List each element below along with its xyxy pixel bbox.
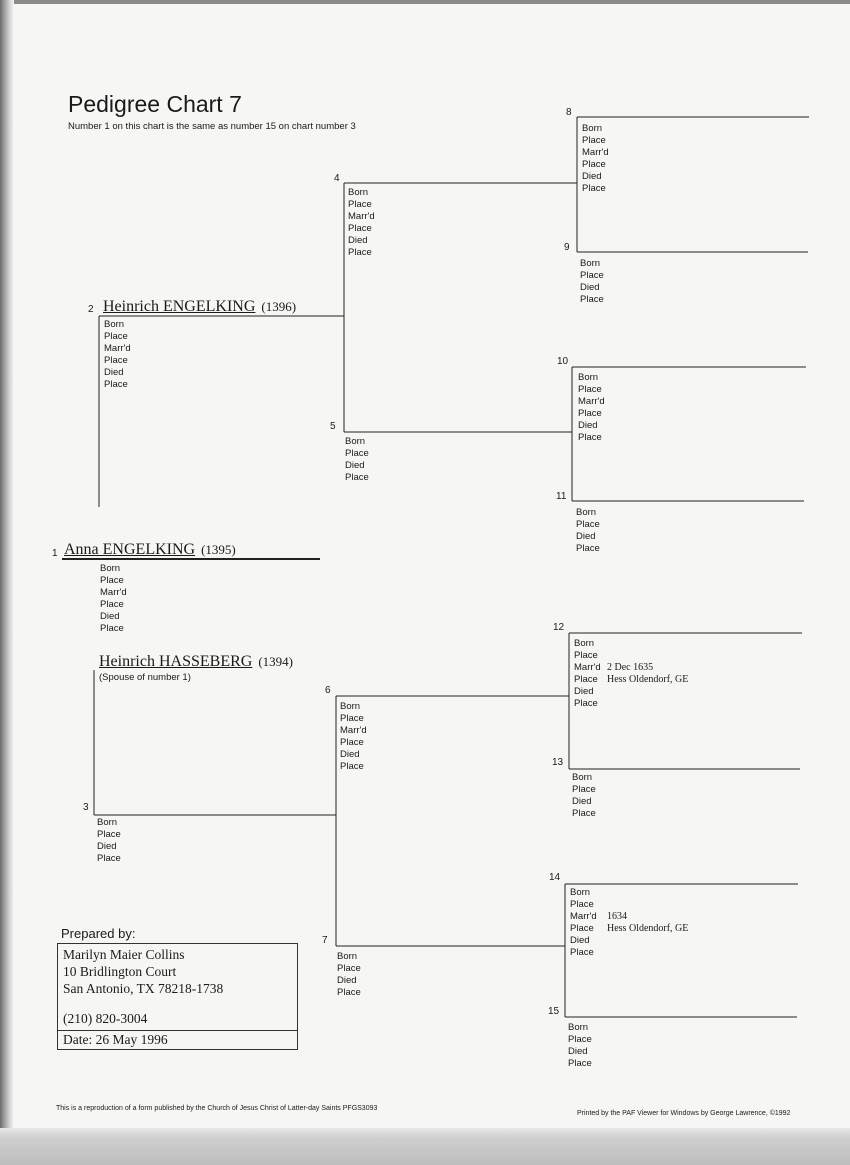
person-9-fields [580,258,604,306]
place-label: Place [345,472,369,483]
born-label: Born [580,258,601,269]
place-label: Place [576,519,600,530]
place-label: Place [97,853,121,864]
person-5-fields [345,436,369,484]
number-11: 11 [556,491,567,502]
place-label: Place [337,987,361,998]
marr-label: Marr'd [578,396,605,407]
chart-title: Pedigree Chart 7 [68,91,242,117]
number-5: 5 [330,421,336,432]
person-1-id: (1395) [201,542,236,557]
person-14-marr-place: Hess Oldendorf, GE [607,923,689,934]
number-10: 10 [557,356,569,367]
place-label: Place [340,737,364,748]
prepared-box-divider [58,1030,297,1031]
number-6: 6 [325,685,331,696]
born-label: Born [348,187,369,198]
person-6-fields [340,701,367,773]
born-label: Born [568,1022,589,1033]
preparer-address-1: 10 Bridlington Court [63,964,177,979]
place-label: Place [100,575,124,586]
place-label: Place [348,199,372,210]
born-label: Born [582,123,603,134]
person-13-fields [572,772,596,820]
person-10-fields [578,372,605,444]
born-label: Born [97,817,118,828]
died-label: Died [576,531,596,542]
died-label: Died [580,282,600,293]
place-label: Place [574,650,598,661]
number-12: 12 [553,622,565,633]
marr-label: Marr'd [100,587,127,598]
died-label: Died [100,611,120,622]
number-4: 4 [334,173,340,184]
place-label: Place [582,183,606,194]
number-1: 1 [52,548,58,559]
person-12-fields [574,638,601,710]
place-label: Place [578,384,602,395]
person-1-name-text: Anna ENGELKING [64,541,196,558]
person-1-fields [100,563,127,635]
born-label: Born [104,319,125,330]
place-label: Place [100,599,124,610]
died-label: Died [574,686,594,697]
born-label: Born [574,638,595,649]
born-label: Born [572,772,593,783]
person-12-marr-date: 2 Dec 1635 [607,662,654,673]
chart-subtitle: Number 1 on this chart is the same as number 15 on chart number 3 [68,121,356,132]
place-label: Place [582,159,606,170]
place-label: Place [337,963,361,974]
place-label: Place [576,543,600,554]
marr-label: Marr'd [582,147,609,158]
person-7-fields [337,951,361,999]
born-label: Born [570,887,591,898]
person-12-marr-place: Hess Oldendorf, GE [607,674,689,685]
marr-label: Marr'd [570,911,597,922]
place-label: Place [104,379,128,390]
person-15-fields [568,1022,592,1070]
born-label: Born [576,507,597,518]
place-label: Place [578,408,602,419]
place-label: Place [582,135,606,146]
place-label: Place [570,899,594,910]
place-label: Place [574,698,598,709]
place-label: Place [572,808,596,819]
died-label: Died [97,841,117,852]
died-label: Died [345,460,365,471]
spouse-name [99,653,293,671]
number-9: 9 [564,242,570,253]
place-label: Place [568,1058,592,1069]
died-label: Died [348,235,368,246]
died-label: Died [104,367,124,378]
died-label: Died [337,975,357,986]
died-label: Died [582,171,602,182]
number-15: 15 [548,1006,560,1017]
born-label: Born [345,436,366,447]
preparer-name: Marilyn Maier Collins [63,947,185,962]
place-label: Place [570,923,594,934]
place-label: Place [572,784,596,795]
spouse-id: (1394) [258,654,293,669]
person-1-name [64,541,236,559]
person-14-marr-date: 1634 [607,911,627,922]
died-label: Died [578,420,598,431]
marr-label: Marr'd [340,725,367,736]
place-label: Place [104,355,128,366]
footer-right-note: Printed by the PAF Viewer for Windows by George Lawrence, ©1992 [577,1110,791,1117]
born-label: Born [337,951,358,962]
marr-label: Marr'd [104,343,131,354]
preparer-address-2: San Antonio, TX 78218-1738 [63,981,224,996]
prepared-date: Date: 26 May 1996 [63,1032,168,1047]
person-2-fields [104,319,131,391]
died-label: Died [340,749,360,760]
place-label: Place [100,623,124,634]
number-13: 13 [552,757,564,768]
marr-label: Marr'd [348,211,375,222]
born-label: Born [578,372,599,383]
number-8: 8 [566,107,572,118]
died-label: Died [570,935,590,946]
person-2-name-text: Heinrich ENGELKING [103,298,256,315]
number-2: 2 [88,304,94,315]
person-11-fields [576,507,600,555]
died-label: Died [568,1046,588,1057]
place-label: Place [104,331,128,342]
number-14: 14 [549,872,561,883]
number-3: 3 [83,802,89,813]
place-label: Place [580,294,604,305]
place-label: Place [345,448,369,459]
died-label: Died [572,796,592,807]
footer-left-note: This is a reproduction of a form published by the Church of Jesus Christ of Latter-day Saints PFGS3093 [56,1105,378,1112]
place-label: Place [574,674,598,685]
born-label: Born [100,563,121,574]
spouse-note: (Spouse of number 1) [99,672,191,683]
place-label: Place [97,829,121,840]
person-3-fields [97,817,121,865]
marr-label: Marr'd [574,662,601,673]
person-8-fields [582,123,609,195]
person-2-name [103,298,296,316]
place-label: Place [570,947,594,958]
person-2-id: (1396) [261,299,297,314]
place-label: Place [348,223,372,234]
place-label: Place [348,247,372,258]
prepared-by-label: Prepared by: [61,926,136,941]
place-label: Place [578,432,602,443]
prepared-by-box [57,943,298,1050]
place-label: Place [340,713,364,724]
born-label: Born [340,701,361,712]
person-4-fields [348,187,375,259]
person-14-fields [570,887,597,959]
spouse-name-text: Heinrich HASSEBERG [99,653,253,670]
place-label: Place [568,1034,592,1045]
place-label: Place [580,270,604,281]
place-label: Place [340,761,364,772]
number-7: 7 [322,935,328,946]
preparer-phone: (210) 820-3004 [63,1011,148,1026]
